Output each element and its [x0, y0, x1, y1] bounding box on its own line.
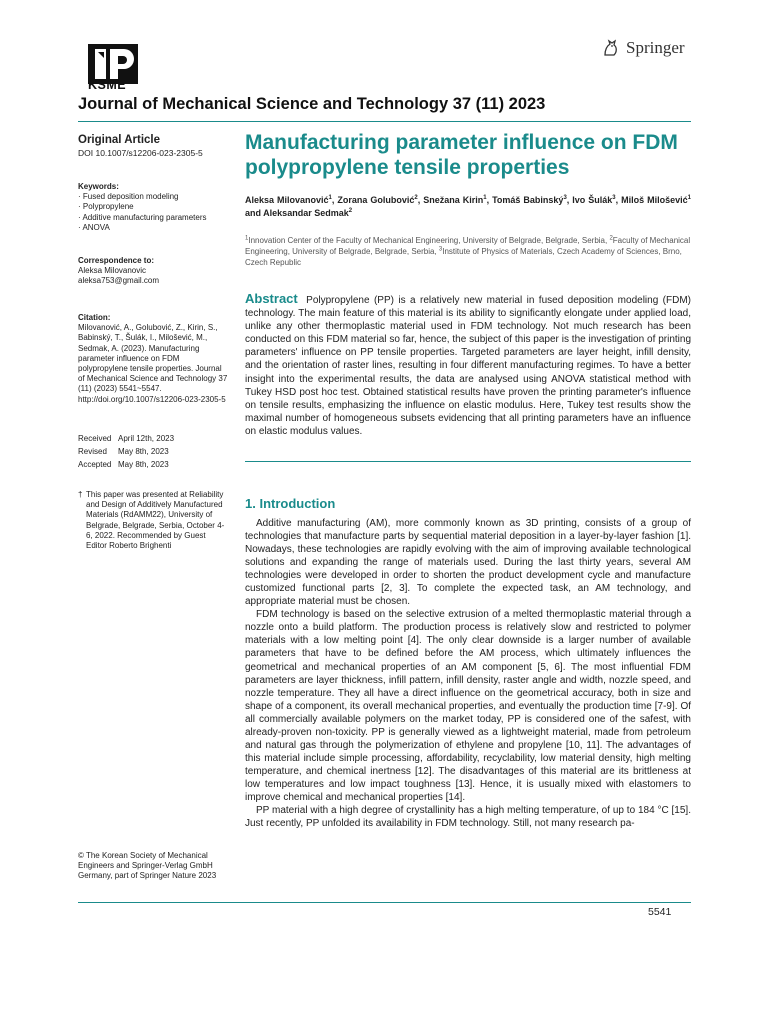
author-separator: , [615, 195, 622, 205]
date-row [78, 460, 228, 470]
author-separator: , [566, 195, 573, 205]
author-affil-mark: 1 [687, 195, 691, 201]
abstract-label: Abstract [245, 291, 298, 306]
author-name: Aleksandar Sedmak [263, 208, 349, 218]
dates-block [78, 434, 228, 474]
affil-mark: 1 [245, 235, 249, 242]
citation-block [78, 313, 228, 405]
abstract [245, 292, 691, 438]
springer-name: Springer [626, 38, 685, 57]
author-name: Zorana Golubović [337, 195, 415, 205]
author-affil-mark: 3 [612, 195, 616, 201]
author-separator: and [245, 208, 264, 218]
author-name: Ivo Šulák [572, 195, 613, 205]
author-name: Aleksa Milovanović [245, 195, 329, 205]
author-affil-mark: 1 [328, 195, 332, 201]
author-affil-mark: 2 [414, 195, 418, 201]
abstract-text: Polypropylene (PP) is a relatively new material in fused deposition modeling (FDM) technology. The main feature of this material is its ability to significantly elongate under applied load, unlike any other thermoplastic material used in FDM technology. Not much research has been conducted on this FDM material so far, hence, the subject of this paper is the investigation of printing parameters' influence on PP tensile properties. Targeted parameters are layer height, infill density, and the orientation of raster lines, resulting in four different manufacturing regimes. To have a better insight into the experimental results, the data are analysed using ANOVA statistical method with Tukey HSD post hoc test. Obtained statistical results have proven the printing parameter's influence on tensile results, emphasizing the influence on elastic modulus. Here, Tukey test results show the maximal number of homogeneous subsets evidencing that all printing parameters have an influence on elastic modulus values. [245, 295, 692, 437]
author-affil-mark: 3 [563, 195, 567, 201]
date-label: Received [78, 434, 112, 443]
journal-title: Journal of Mechanical Science and Technology 37 (11) 2023 [78, 95, 546, 113]
author-affil-mark: 1 [483, 195, 487, 201]
author-list [245, 194, 691, 220]
affiliation-3: Institute of Physics of Materials, Czech Academy of Sciences, Brno, Czech Republic [245, 247, 682, 267]
correspondence-name: Aleksa Milovanovic [78, 266, 147, 276]
date-row [78, 447, 228, 457]
paragraph: FDM technology is based on the selective extrusion of a melted thermoplastic material through a nozzle onto a build platform. The production process is relatively slow and restricted to polymer materials with a low melting point [4]. The only clear downside is a larger number of available parameters that have to be defined before the AM process, which ultimately influences the geometrical and mechanical properties of an AM component [5, 6]. The most influential FDM parameters are layer thickness, infill pattern, infill density, raster angle and width, nozzle speed, and nozzle temperature. They all have a direct influence on the geometrical accuracy, both in size and shape of a component, its overall mechanical properties, and eventually the production time [7-9]. Of all commercially available polymers on the market today, PP is considered one of the safest, with already-proven non-toxicity. PP is generally viewed as a lightweight material, made from petroleum and natural gas through the polymerization of ethylene and propylene [10, 11]. The advantages of this material include simple processing, affordability, recyclability, low material density, high melting temperature, and chemical inertness [12]. The disadvantages of this material are its brittleness at low temperatures and low impact toughness [13]. Hence, it is usually mixed with elastomers to improve chemical and mechanical properties [14]. [245, 609, 691, 803]
date-value: April 12th, 2023 [118, 434, 175, 443]
date-label: Accepted [78, 460, 112, 470]
affiliation-1: Innovation Center of the Faculty of Mechanical Engineering, University of Belgrade, Belgrade, Serbia, [248, 236, 610, 245]
keywords-heading: Keywords: [78, 182, 119, 191]
abstract-divider [245, 461, 691, 462]
date-row [78, 434, 228, 444]
author-affil-mark: 2 [348, 208, 353, 214]
keyword-item: · Additive manufacturing parameters [78, 212, 207, 222]
date-label: Revised [78, 447, 107, 457]
date-value: May 8th, 2023 [118, 447, 169, 457]
doi: DOI 10.1007/s12206-023-2305-5 [78, 148, 203, 158]
author-separator: , [486, 195, 493, 205]
paragraph: PP material with a high degree of crystallinity has a high melting temperature, of up to 184 °C [15]. Just recently, PP unfolded its availability in FDM technology. Still, not many research pa- [245, 805, 691, 830]
correspondence-block [78, 256, 228, 287]
copyright: © The Korean Society of Mechanical Engineers and Springer-Verlag GmbH Germany, part of Springer Nature 2023 [78, 851, 217, 881]
keywords-list [78, 192, 228, 233]
keyword-item: · Fused deposition modeling [78, 192, 179, 202]
author-separator: , [331, 195, 338, 205]
keywords-block [78, 182, 228, 233]
correspondence-email[interactable]: aleksa753@gmail.com [78, 276, 160, 286]
keyword-item: · Polypropylene [78, 202, 134, 212]
article-type: Original Article [78, 134, 161, 146]
ksme-logo-text: KSME [88, 78, 127, 92]
paragraph: Additive manufacturing (AM), more commonly known as 3D printing, consists of a group of technologies that manufacture parts by sequential material deposition in a layer-by-layer fashion [1]. Nowadays, these technologies are rapidly evolving with the aim of improving available technological solutions and expanding the range of materials used. During the last thirty years, several AM technologies were developed in order to shorten the product development cycle and manufacture customized functional parts [2, 3]. To complete the expected task, an AM technology, and appropriate material must be chosen. [245, 518, 691, 608]
body-text [245, 517, 691, 830]
affil-mark: 2 [609, 235, 613, 242]
author-name: Tomáš Babinský [492, 195, 564, 205]
affil-mark: 3 [438, 246, 443, 253]
date-value: May 8th, 2023 [118, 460, 169, 470]
keyword-item: · ANOVA [78, 222, 110, 232]
correspondence-heading: Correspondence to: [78, 256, 155, 265]
author-name: Snežana Kirin [423, 195, 484, 205]
note-mark: † [78, 490, 83, 499]
affiliations [245, 235, 691, 268]
author-name: Miloš Milošević [621, 195, 688, 205]
page-number: 5541 [648, 906, 672, 918]
springer-logo [601, 38, 685, 58]
citation-text: Milovanović, A., Golubović, Z., Kirin, S., Babinský, T., Šulák, I., Milošević, M., Sedmak, A. (2023). Manufacturing parameter influence on FDM polypropylene tensile properties. Journal of Mechanical Science and Technology 37 (11) (2023) 5541~5547. http://doi.org/10.1007/s12206-023-2305-5 [78, 323, 228, 404]
header-divider [78, 121, 691, 122]
section-heading: 1. Introduction [245, 496, 336, 511]
article-title: Manufacturing parameter influence on FDM polypropylene tensile properties [245, 131, 678, 179]
affiliation-2: Faculty of Mechanical Engineering, University of Belgrade, Belgrade, Serbia, [245, 236, 691, 256]
springer-horse-icon [601, 38, 621, 58]
note-text: This paper was presented at Reliability and Design of Additively Manufactured Materials (RdAMM22), University of Belgrade, Belgrade, Serbia, October 4-6, 2022. Recommended by Guest Editor Roberto Brighenti [86, 490, 225, 551]
citation-heading: Citation: [78, 313, 111, 322]
footer-divider [78, 902, 691, 903]
presentation-note [78, 490, 228, 551]
author-separator: , [417, 195, 424, 205]
